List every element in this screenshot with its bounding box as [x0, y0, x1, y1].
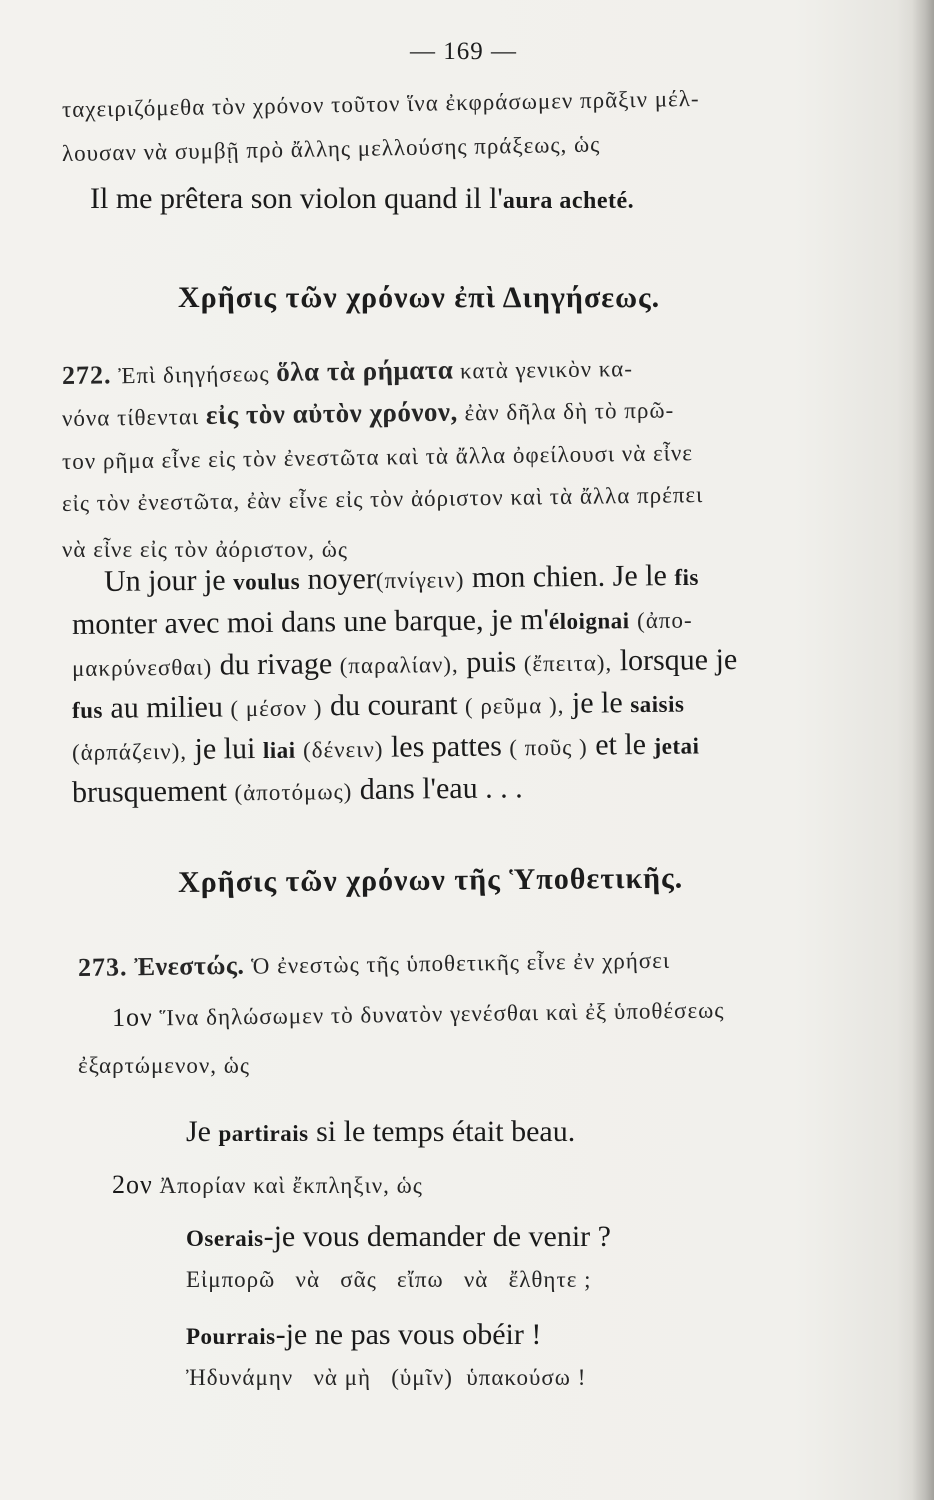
example-text: dans l'eau . . .	[359, 771, 523, 806]
example-text: du courant	[329, 687, 458, 723]
text-line: νὰ εἶνε εἰς τὸν ἀόριστον, ὡς	[62, 537, 348, 562]
text-line: ἐξαρτώμενον, ὡς	[78, 1053, 251, 1078]
gloss: μακρύνεσθαι)	[71, 654, 213, 681]
example-text: Un jour je	[103, 563, 226, 598]
example-text: si le temps était beau.	[316, 1115, 576, 1148]
text-line	[62, 354, 633, 389]
list-marker: 2ον	[112, 1170, 153, 1199]
text-line: τον ρῆμα εἶνε εἰς τὸν ἐνεστῶτα καὶ τὰ ἄλλα ὀφείλουσι νὰ εἶνε	[61, 440, 694, 474]
gloss: ( μέσον )	[230, 695, 323, 722]
example-line	[72, 604, 693, 640]
example-verb: aura acheté.	[502, 188, 635, 214]
text-span: νόνα τίθενται	[61, 404, 200, 431]
text-span: ἐὰν δῆλα δὴ τὸ πρῶ-	[464, 397, 675, 426]
example-text: les pattes	[390, 729, 502, 764]
example-text: et le	[595, 727, 647, 762]
section-number: 272.	[61, 360, 112, 390]
example-text: brusquement	[71, 774, 228, 809]
gloss: ( ρεῦμα ),	[464, 692, 565, 719]
gloss: ( ποῦς )	[509, 734, 588, 761]
example-verb: liai	[262, 737, 296, 764]
gloss: (ἁρπάζειν),	[71, 738, 188, 765]
greek-translation: Εἰμπορῶ νὰ σᾶς εἴπω νὰ ἔλθητε ;	[186, 1267, 592, 1292]
example-line	[72, 773, 523, 808]
example-verb: fus	[71, 697, 104, 723]
text-span: κατὰ γενικὸν κα-	[459, 356, 634, 384]
text-span: Ἵνα δηλώσωμεν τὸ δυνατὸν γενέσθαι καὶ ἐξ ὑποθέσεως	[159, 997, 725, 1031]
text-line	[62, 395, 675, 431]
text-line	[112, 1172, 423, 1198]
example-verb: jetai	[653, 733, 700, 759]
section-number: 273.	[77, 952, 128, 982]
emphasis-span: ὅλα τὰ ρήματα	[276, 354, 454, 388]
example-text: au milieu	[110, 690, 224, 725]
greek-translation: Ἠδυνάμην νὰ μὴ (ὑμῖν) ὑπακούσω !	[186, 1365, 587, 1390]
text-line: λουσαν νὰ συμβῇ πρὸ ἄλλης μελλούσης πράξεως, ὡς	[61, 131, 601, 166]
gloss: (παραλίαν),	[339, 651, 459, 679]
example-text: puis	[466, 645, 517, 679]
spine-shadow	[912, 0, 934, 1500]
example-verb: saisis	[630, 691, 685, 718]
example-verb: Oserais	[186, 1226, 264, 1251]
text-line: ταχειριζόμεθα τὸν χρόνον τοῦτον ἵνα ἐκφράσωμεν πρᾶξιν μέλ-	[61, 85, 700, 122]
text-line	[112, 996, 725, 1031]
gloss: (ἔπειτα),	[523, 650, 613, 677]
section-heading: Χρῆσις τῶν χρόνων τῆς Ὑποθετικῆς.	[177, 861, 684, 899]
example-text: Il me prêtera son violon quand il l'	[90, 182, 503, 215]
example-text: -je ne pas vous obéir !	[275, 1318, 542, 1351]
example-verb: voulus	[233, 568, 301, 595]
text-span: Ὁ ἐνεστὼς τῆς ὑποθετικῆς εἶνε ἐν χρήσει	[250, 947, 671, 979]
example-line	[186, 1117, 575, 1147]
text-line: εἰς τὸν ἐνεστῶτα, ἐὰν εἶνε εἰς τὸν ἀόριστον καὶ τὰ ἄλλα πρέπει	[61, 482, 704, 516]
example-text: lorsque je	[619, 643, 738, 678]
example-text: noyer	[307, 562, 377, 596]
example-text: du rivage	[219, 647, 333, 682]
text-span: Ἀπορίαν καὶ ἔκπληξιν, ὡς	[159, 1173, 423, 1198]
gloss: (δένειν)	[302, 736, 384, 763]
example-verb: éloignai	[548, 608, 630, 635]
example-verb: fis	[674, 564, 700, 591]
subsection-title: Ἐνεστώς.	[134, 950, 245, 982]
example-verb: Pourrais	[186, 1324, 276, 1349]
list-marker: 1ον	[111, 1002, 153, 1032]
text-line	[78, 947, 670, 981]
example-text: Je	[186, 1115, 211, 1148]
example-text: je lui	[194, 732, 256, 766]
emphasis-span: εἰς τὸν αὐτὸν χρόνον,	[205, 396, 458, 430]
example-text: mon chien. Je le	[471, 559, 668, 595]
text-span: Ἐπὶ διηγήσεως	[118, 361, 270, 389]
example-line	[90, 184, 634, 214]
example-text: je le	[571, 686, 623, 720]
gloss: (ἀπο-	[636, 607, 693, 634]
gloss: (ἀποτόμως)	[234, 779, 353, 806]
gloss: (πνίγειν)	[375, 567, 465, 594]
example-line	[186, 1320, 541, 1350]
example-line	[104, 561, 699, 597]
page-number: — 169 —	[410, 38, 517, 65]
example-verb: partirais	[218, 1121, 309, 1146]
section-heading: Χρῆσις τῶν χρόνων ἐπὶ Διηγήσεως.	[178, 281, 661, 314]
example-line	[72, 645, 737, 682]
example-text: -je vous demander de venir ?	[263, 1220, 611, 1253]
example-line	[186, 1222, 611, 1252]
example-line	[72, 688, 685, 724]
example-line	[72, 729, 700, 766]
example-text: monter avec moi dans une barque, je m'	[71, 603, 550, 641]
